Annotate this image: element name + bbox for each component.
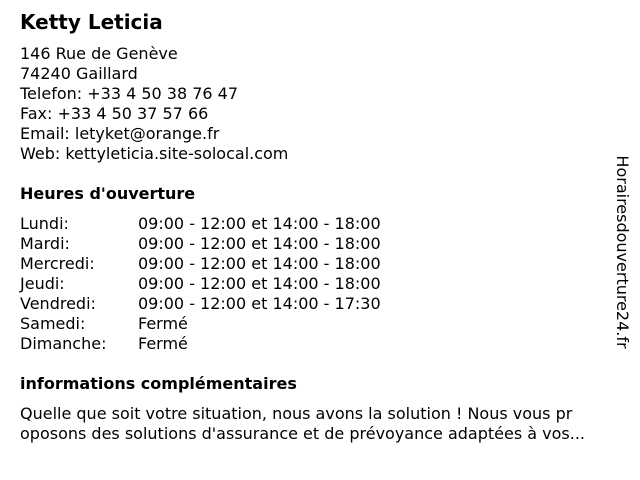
hours-time: 09:00 - 12:00 et 14:00 - 18:00 [138, 274, 381, 293]
opening-hours-heading: Heures d'ouverture [20, 184, 196, 203]
hours-time: 09:00 - 12:00 et 14:00 - 18:00 [138, 254, 381, 273]
hours-day: Mercredi: [20, 254, 95, 273]
contact-block [20, 44, 288, 164]
hours-time: 09:00 - 12:00 et 14:00 - 18:00 [138, 234, 381, 253]
hours-day: Dimanche: [20, 334, 107, 353]
additional-info-text [20, 404, 585, 444]
hours-time: 09:00 - 12:00 et 14:00 - 18:00 [138, 214, 381, 233]
hours-day: Lundi: [20, 214, 69, 233]
hours-day: Vendredi: [20, 294, 96, 313]
hours-time: 09:00 - 12:00 et 14:00 - 17:30 [138, 294, 381, 313]
info-line-1: Quelle que soit votre situation, nous avons la solution ! Nous vous pr [20, 404, 573, 423]
email-line: Email: letyket@orange.fr [20, 124, 220, 143]
address-street: 146 Rue de Genève [20, 44, 178, 63]
fax-line: Fax: +33 4 50 37 57 66 [20, 104, 209, 123]
hours-time: Fermé [138, 314, 188, 333]
web-line: Web: kettyleticia.site-solocal.com [20, 144, 289, 163]
info-line-2: oposons des solutions d'assurance et de prévoyance adaptées à vos... [20, 424, 586, 443]
address-city: 74240 Gaillard [20, 64, 138, 83]
additional-info-heading: informations complémentaires [20, 374, 297, 393]
business-name: Ketty Leticia [20, 10, 163, 34]
hours-day: Samedi: [20, 314, 86, 333]
hours-day: Mardi: [20, 234, 70, 253]
site-watermark: Horairesdouverture24.fr [613, 155, 632, 349]
hours-day: Jeudi: [20, 274, 65, 293]
phone-line: Telefon: +33 4 50 38 76 47 [20, 84, 239, 103]
hours-time: Fermé [138, 334, 188, 353]
